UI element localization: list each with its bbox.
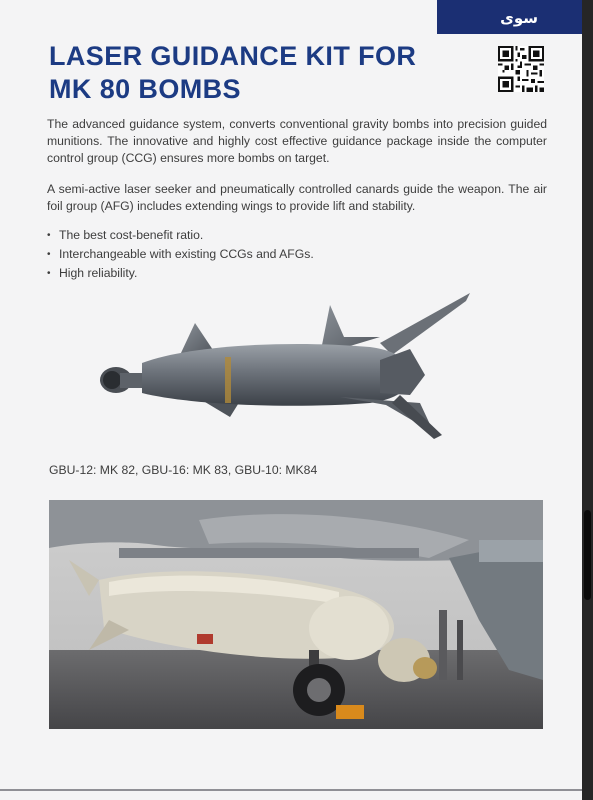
feature-item: • Interchangeable with existing CCGs and AFGs.: [47, 245, 314, 264]
guided-bomb-illustration: [80, 285, 480, 455]
brand-corner-tab: [437, 0, 582, 34]
seeker-paragraph: A semi-active laser seeker and pneumatically controlled canards guide the weapon. The air foil group (AFG) includes extending wings to provide lift and stability.: [47, 182, 547, 213]
title-line-2: MK 80 BOMBS: [49, 74, 241, 104]
site-logo-text: سوى: [500, 9, 538, 27]
feature-list: [47, 226, 314, 283]
feature-item: • High reliability.: [47, 264, 314, 283]
feature-item: • The best cost-benefit ratio.: [47, 226, 314, 245]
footer-divider: [0, 789, 582, 791]
qr-code-icon: [498, 46, 544, 92]
image-caption: GBU-12: MK 82, GBU-16: MK 83, GBU-10: MK84: [49, 463, 318, 477]
page-title: [49, 40, 469, 106]
scrollbar-thumb[interactable]: [584, 510, 591, 600]
title-line-1: LASER GUIDANCE KIT FOR: [49, 41, 417, 71]
aircraft-bomb-photo: [49, 500, 543, 729]
intro-paragraph: The advanced guidance system, converts conventional gravity bombs into precision guided munitions. The innovative and highly cost effective guidance package inside the computer control group (CCG) ensures more bombs on target.: [47, 117, 547, 165]
scrollbar-track[interactable]: [582, 0, 593, 800]
